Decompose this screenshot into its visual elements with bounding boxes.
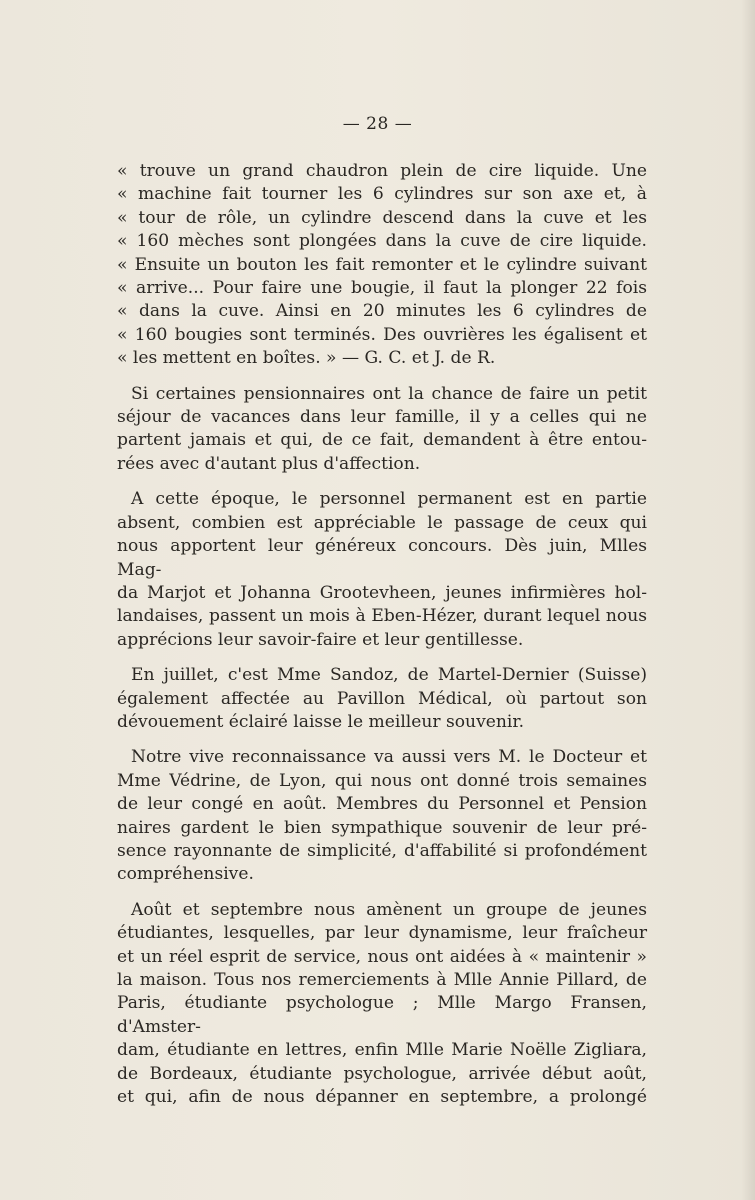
paragraph-vacances	[117, 383, 647, 477]
text-line: « Ensuite un bouton les fait remonter et le cylindre suivant	[117, 254, 647, 275]
text-line: absent, combien est appréciable le passage de ceux qui	[117, 512, 647, 533]
text-line: et un réel esprit de service, nous ont aidées à « maintenir »	[117, 946, 647, 967]
text-line: Si certaines pensionnaires ont la chance de faire un petit	[131, 383, 647, 404]
text-line: da Marjot et Johanna Grootevheen, jeunes infirmières hol-	[117, 582, 647, 603]
page-number: — 28 —	[342, 114, 413, 134]
text-line: étudiantes, lesquelles, par leur dynamisme, leur fraîcheur	[117, 923, 647, 944]
text-line: « les mettent en boîtes. » — G. C. et J. de R.	[117, 348, 496, 369]
text-line: naires gardent le bien sympathique souvenir de leur pré-	[117, 817, 647, 838]
text-line: Notre vive reconnaissance va aussi vers M. le Docteur et	[131, 747, 647, 768]
text-line: sence rayonnante de simplicité, d'affabilité si profondément	[117, 840, 647, 861]
text-line: de leur congé en août. Membres du Personnel et Pension	[117, 794, 647, 815]
text-line: « tour de rôle, un cylindre descend dans la cuve et les	[117, 207, 647, 228]
paragraph-quote	[117, 160, 647, 371]
text-line: « arrive... Pour faire une bougie, il faut la plonger 22 fois	[117, 278, 647, 299]
text-line: landaises, passent un mois à Eben-Hézer, durant lequel nous	[117, 606, 647, 627]
page-body	[117, 160, 647, 1121]
text-line: la maison. Tous nos remerciements à Mlle Annie Pillard, de	[117, 970, 647, 990]
text-line: « 160 bougies sont terminés. Des ouvrières les égalisent et	[117, 324, 647, 345]
text-line: compréhensive.	[117, 864, 254, 885]
paragraph-epoque	[117, 488, 647, 652]
text-line: A cette époque, le personnel permanent est en partie	[131, 489, 647, 510]
text-line: Mme Védrine, de Lyon, qui nous ont donné trois semaines	[117, 770, 647, 791]
text-line: séjour de vacances dans leur famille, il y a celles qui ne	[117, 407, 647, 428]
page-edge-shadow	[741, 0, 755, 1200]
text-line: En juillet, c'est Mme Sandoz, de Martel-Dernier (Suisse)	[131, 665, 647, 686]
text-line: « machine fait tourner les 6 cylindres sur son axe et, à	[117, 184, 647, 205]
text-line: « 160 mèches sont plongées dans la cuve de cire liquide.	[117, 231, 647, 252]
text-line: « trouve un grand chaudron plein de cire liquide. Une	[117, 161, 647, 181]
text-line: apprécions leur savoir-faire et leur gentillesse.	[117, 629, 524, 650]
text-line: dam, étudiante en lettres, enfin Mlle Marie Noëlle Zigliara,	[117, 1040, 647, 1061]
text-line: de Bordeaux, étudiante psychologue, arrivée début août,	[117, 1063, 647, 1084]
text-line: rées avec d'autant plus d'affection.	[117, 453, 421, 474]
text-line: « dans la cuve. Ainsi en 20 minutes les 6 cylindres de	[117, 301, 647, 322]
text-line: Paris, étudiante psychologue ; Mlle Margo Fransen, d'Amster-	[117, 993, 647, 1037]
text-line: Août et septembre nous amènent un groupe de jeunes	[131, 899, 647, 920]
paragraph-reconnaissance	[117, 746, 647, 886]
text-line: nous apportent leur généreux concours. Dès juin, Mlles Mag-	[117, 536, 647, 580]
text-line: partent jamais et qui, de ce fait, demandent à être entou-	[117, 430, 647, 451]
text-line: et qui, afin de nous dépanner en septembre, a prolongé	[117, 1087, 647, 1108]
paragraph-juillet	[117, 664, 647, 734]
text-line: également affectée au Pavillon Médical, où partout son	[117, 688, 647, 709]
paragraph-aout	[117, 899, 647, 1110]
text-line: dévouement éclairé laisse le meilleur souvenir.	[117, 711, 525, 732]
